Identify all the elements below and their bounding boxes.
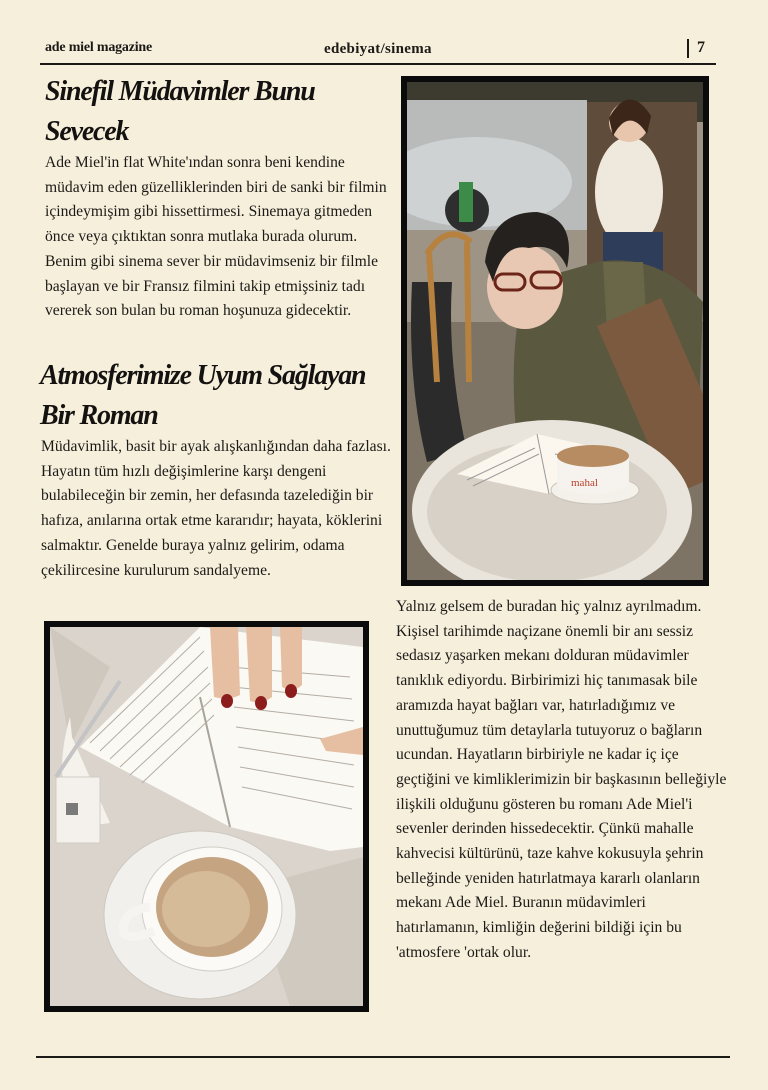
page-number: 7: [697, 39, 705, 56]
article-heading-2: Atmosferimize Uyum Sağlayan Bir Roman: [40, 360, 366, 431]
book-coffee-illustration: [50, 627, 363, 1006]
magazine-brand: ade miel magazine: [45, 40, 153, 55]
article-paragraph-3: Yalnız gelsem de buradan hiç yalnız ayrılmadım. Kişisel tarihimde naçizane önemli bir anı sessiz sedasız yaşarken mekanı dolduran müdavimler tanıklık ediyordu. Birbirimizi hiç tanımasak bile aramızda hayat bağları var, hatırladığımız ve unuttuğumuz tüm detaylarla tutuyoruz o bağların ucundan. Hayatların birbiriyle ne kadar iç içe geçtiğini ve kimliklerimizin bir başkasının belleğiyle ilişkili olduğunu gösteren bu romanı Ade Miel'i sevenler derinden hissedecektir. Çünkü mahalle kahvecisi kültürünü, taze kahve kokusuyla şehrin belleğinde yeniden hatırlatmaya kararlı olanların mekanı Ade Miel. Buranın müdavimleri hatırlamanın, kimliğin değerini bildiği için bu 'atmosfere 'ortak olur.: [396, 598, 727, 961]
article-paragraph-1: Ade Miel'in flat White'ından sonra beni kendine müdavim eden güzelliklerinden biri de sanki bir filmin içindeymişim gibi hissettirmesi. Sinemaya gitmeden önce veya çıktıktan sonra mutlaka burada olurum. Benim gibi sinema sever bir müdavimseniz bir filmle başlayan ve bir Fransız filmini takip etmişsiniz tadı vererek son bulan bu roman hoşunuza gidecektir.: [45, 154, 387, 320]
cafe-reader-illustration: [407, 82, 703, 580]
cup-brand-text: mahal: [571, 477, 598, 489]
header-rule: [40, 63, 716, 65]
section-title: edebiyat/sinema: [324, 41, 432, 57]
cafe-reader-photo: [401, 76, 709, 586]
article-paragraph-2: Müdavimlik, basit bir ayak alışkanlığından daha fazlası. Hayatın tüm hızlı değişimlerine karşı dengeni bulabileceğin bir zemin, her defasında tazelediğin bir hafıza, anılarına ortak etme kararıdır; hayata, köklerini salmaktır. Genelde buraya yalnız gelirim, odama çekilircesine kurulurum sandalyeme.: [41, 438, 391, 579]
header-divider: [687, 39, 689, 58]
footer-rule: [36, 1056, 730, 1058]
article-heading-1: Sinefil Müdavimler Bunu Sevecek: [45, 76, 315, 147]
book-coffee-photo: [44, 621, 369, 1012]
